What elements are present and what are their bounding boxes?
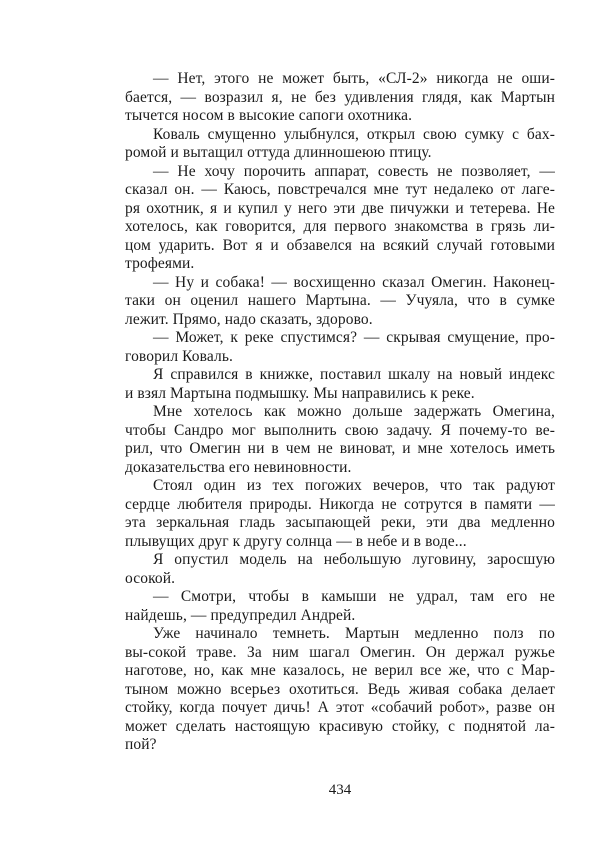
page-text <box>125 70 555 755</box>
text-line: стойку, когда почует дичь! А этот «собачий робот», разве он <box>125 699 555 716</box>
text-line: бается, — возразил я, не без удивления глядя, как Мартын <box>125 88 555 106</box>
text-line: сказал он. — Каюсь, повстречался мне тут недалеко от лаге- <box>125 181 555 198</box>
paragraph <box>125 274 555 330</box>
text-line: эта зеркальная гладь засыпающей реки, эти два медленно <box>125 514 555 531</box>
text-line: — Нет, этого не может быть, «СЛ-2» никогда не оши- <box>153 70 555 87</box>
text-line: ромой и вытащил оттуда длинношеюю птицу. <box>125 144 432 161</box>
text-line: Стоял один из тех погожих вечеров, что так радуют <box>153 477 555 494</box>
text-line: — Смотри, чтобы в камыши не удрал, там его не <box>153 588 555 605</box>
text-line: Мне хотелось как можно дольше задержать Омегина, <box>153 403 555 420</box>
text-line: осокой. <box>125 569 176 587</box>
text-line: ря охотник, я и купил у него эти две пичужки и тетерева. Не <box>125 199 555 217</box>
paragraph <box>125 625 555 755</box>
paragraph <box>125 551 555 588</box>
paragraph <box>125 403 555 477</box>
text-line: плывущих друг к другу солнца — в небе и в воде... <box>125 532 467 550</box>
text-line: Уже начинало темнеть. Мартын медленно полз по <box>153 625 555 642</box>
text-line: — Может, к реке спустимся? — скрывая смущение, про- <box>153 329 555 346</box>
text-line: доказательства его невиновности. <box>125 458 352 476</box>
paragraph <box>125 70 555 126</box>
paragraph <box>125 477 555 551</box>
paragraph <box>125 366 555 403</box>
text-line: — Не хочу порочить аппарат, совесть не позволяет, — <box>153 162 555 180</box>
text-line: тыном можно всерьез охотиться. Ведь живая собака делает <box>125 680 555 698</box>
paragraph <box>125 126 555 163</box>
text-line: найдешь, — предупредил Андрей. <box>125 606 356 624</box>
text-line: чтобы Сандро мог выполнить свою задачу. Я почему-то ве- <box>125 421 555 439</box>
text-line: лежит. Прямо, надо сказать, здорово. <box>125 310 373 328</box>
text-line: Я справился в книжке, поставил шкалу на новый индекс <box>153 366 555 383</box>
text-line: хотелось, как говорится, для первого знакомства в грязь ли- <box>125 218 555 235</box>
text-line: наготове, но, как мне казалось, не верил все же, что с Мар- <box>125 662 555 679</box>
text-line: Коваль смущенно улыбнулся, открыл свою сумку с бах- <box>153 125 555 143</box>
text-line: рил, что Омегин ни в чем не виноват, и мне хотелось иметь <box>125 440 555 457</box>
text-line: цом ударить. Вот я и обзавелся на всякий случай готовыми <box>125 236 555 254</box>
text-line: тычется носом в высокие сапоги охотника. <box>125 107 413 124</box>
text-line: сердце любителя природы. Никогда не сотрутся в памяти — <box>125 495 555 513</box>
page-number: 434 <box>328 782 352 798</box>
text-line: таки он оценил нашего Мартына. — Учуяла, что в сумке <box>125 292 555 309</box>
text-line: вы-сокой траве. За ним шагал Омегин. Он держал ружье <box>125 643 555 661</box>
text-line: может сделать настоящую красивую стойку, с поднятой ла- <box>125 717 555 735</box>
paragraph <box>125 588 555 625</box>
text-line: пой? <box>125 736 157 753</box>
text-line: и взял Мартына подмышку. Мы направились к реке. <box>125 384 475 402</box>
text-line: — Ну и собака! — восхищенно сказал Омегин. Наконец- <box>153 273 555 291</box>
paragraph <box>125 163 555 274</box>
text-line: Я опустил модель на небольшую луговину, заросшую <box>153 551 555 568</box>
paragraph <box>125 329 555 366</box>
text-line: трофеями. <box>125 255 195 272</box>
text-line: говорил Коваль. <box>125 347 233 365</box>
